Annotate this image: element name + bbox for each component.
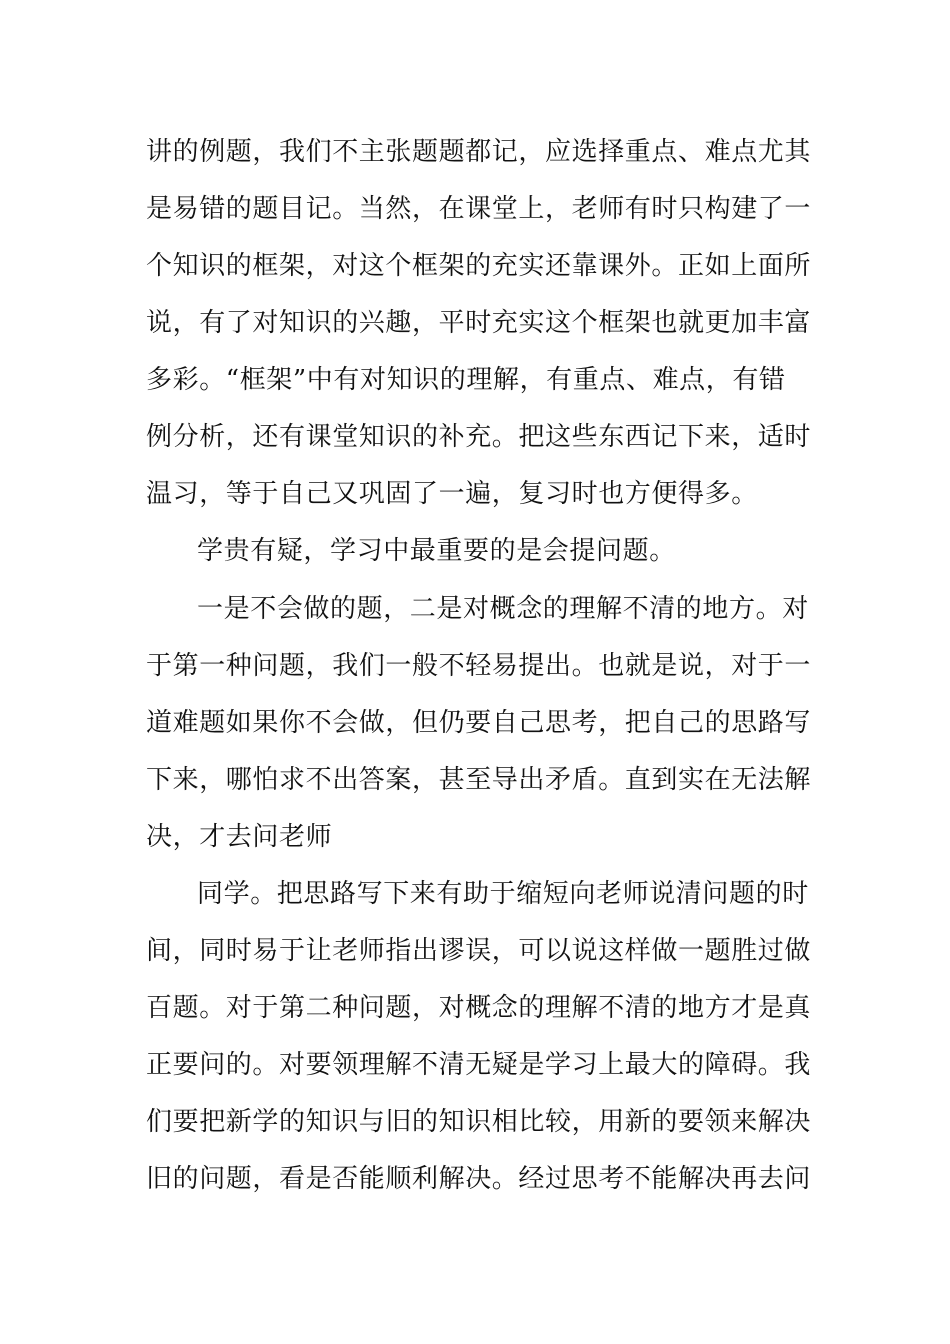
text-line-18: 们要把新学的知识与旧的知识相比较，用新的要领来解决 xyxy=(146,1107,812,1137)
text-line-5: 多彩。“框架”中有对知识的理解，有重点、难点，有错 xyxy=(146,365,786,395)
text-line-3: 个知识的框架，对这个框架的充实还靠课外。正如上面所 xyxy=(146,251,812,281)
text-line-15: 间，同时易于让老师指出谬误，可以说这样做一题胜过做 xyxy=(146,936,812,966)
text-line-17: 正要问的。对要领理解不清无疑是学习上最大的障碍。我 xyxy=(146,1050,812,1080)
paragraph-start-questioning: 学贵有疑，学习中最重要的是会提问题。 xyxy=(197,536,676,566)
text-line-4: 说，有了对知识的兴趣，平时充实这个框架也就更加丰富 xyxy=(146,308,812,338)
text-line-2: 是易错的题目记。当然，在课堂上，老师有时只构建了一 xyxy=(146,194,812,224)
paragraph-start-classmates: 同学。把思路写下来有助于缩短向老师说清问题的时 xyxy=(197,879,809,909)
text-line-10: 于第一种问题，我们一般不轻易提出。也就是说，对于一 xyxy=(146,651,812,681)
text-line-1: 讲的例题，我们不主张题题都记，应选择重点、难点尤其 xyxy=(146,137,812,167)
text-line-19: 旧的问题，看是否能顺利解决。经过思考不能解决再去问 xyxy=(146,1164,812,1194)
text-line-7: 温习，等于自己又巩固了一遍，复习时也方便得多。 xyxy=(146,479,758,509)
text-line-12: 下来，哪怕求不出答案，甚至导出矛盾。直到实在无法解 xyxy=(146,765,812,795)
text-line-13: 决，才去问老师 xyxy=(146,822,333,852)
text-line-6: 例分析，还有课堂知识的补充。把这些东西记下来，适时 xyxy=(146,422,812,452)
paragraph-start-two-types: 一是不会做的题，二是对概念的理解不清的地方。对 xyxy=(197,594,809,624)
text-line-16: 百题。对于第二种问题，对概念的理解不清的地方才是真 xyxy=(146,993,812,1023)
text-line-11: 道难题如果你不会做，但仍要自己思考，把自己的思路写 xyxy=(146,708,812,738)
